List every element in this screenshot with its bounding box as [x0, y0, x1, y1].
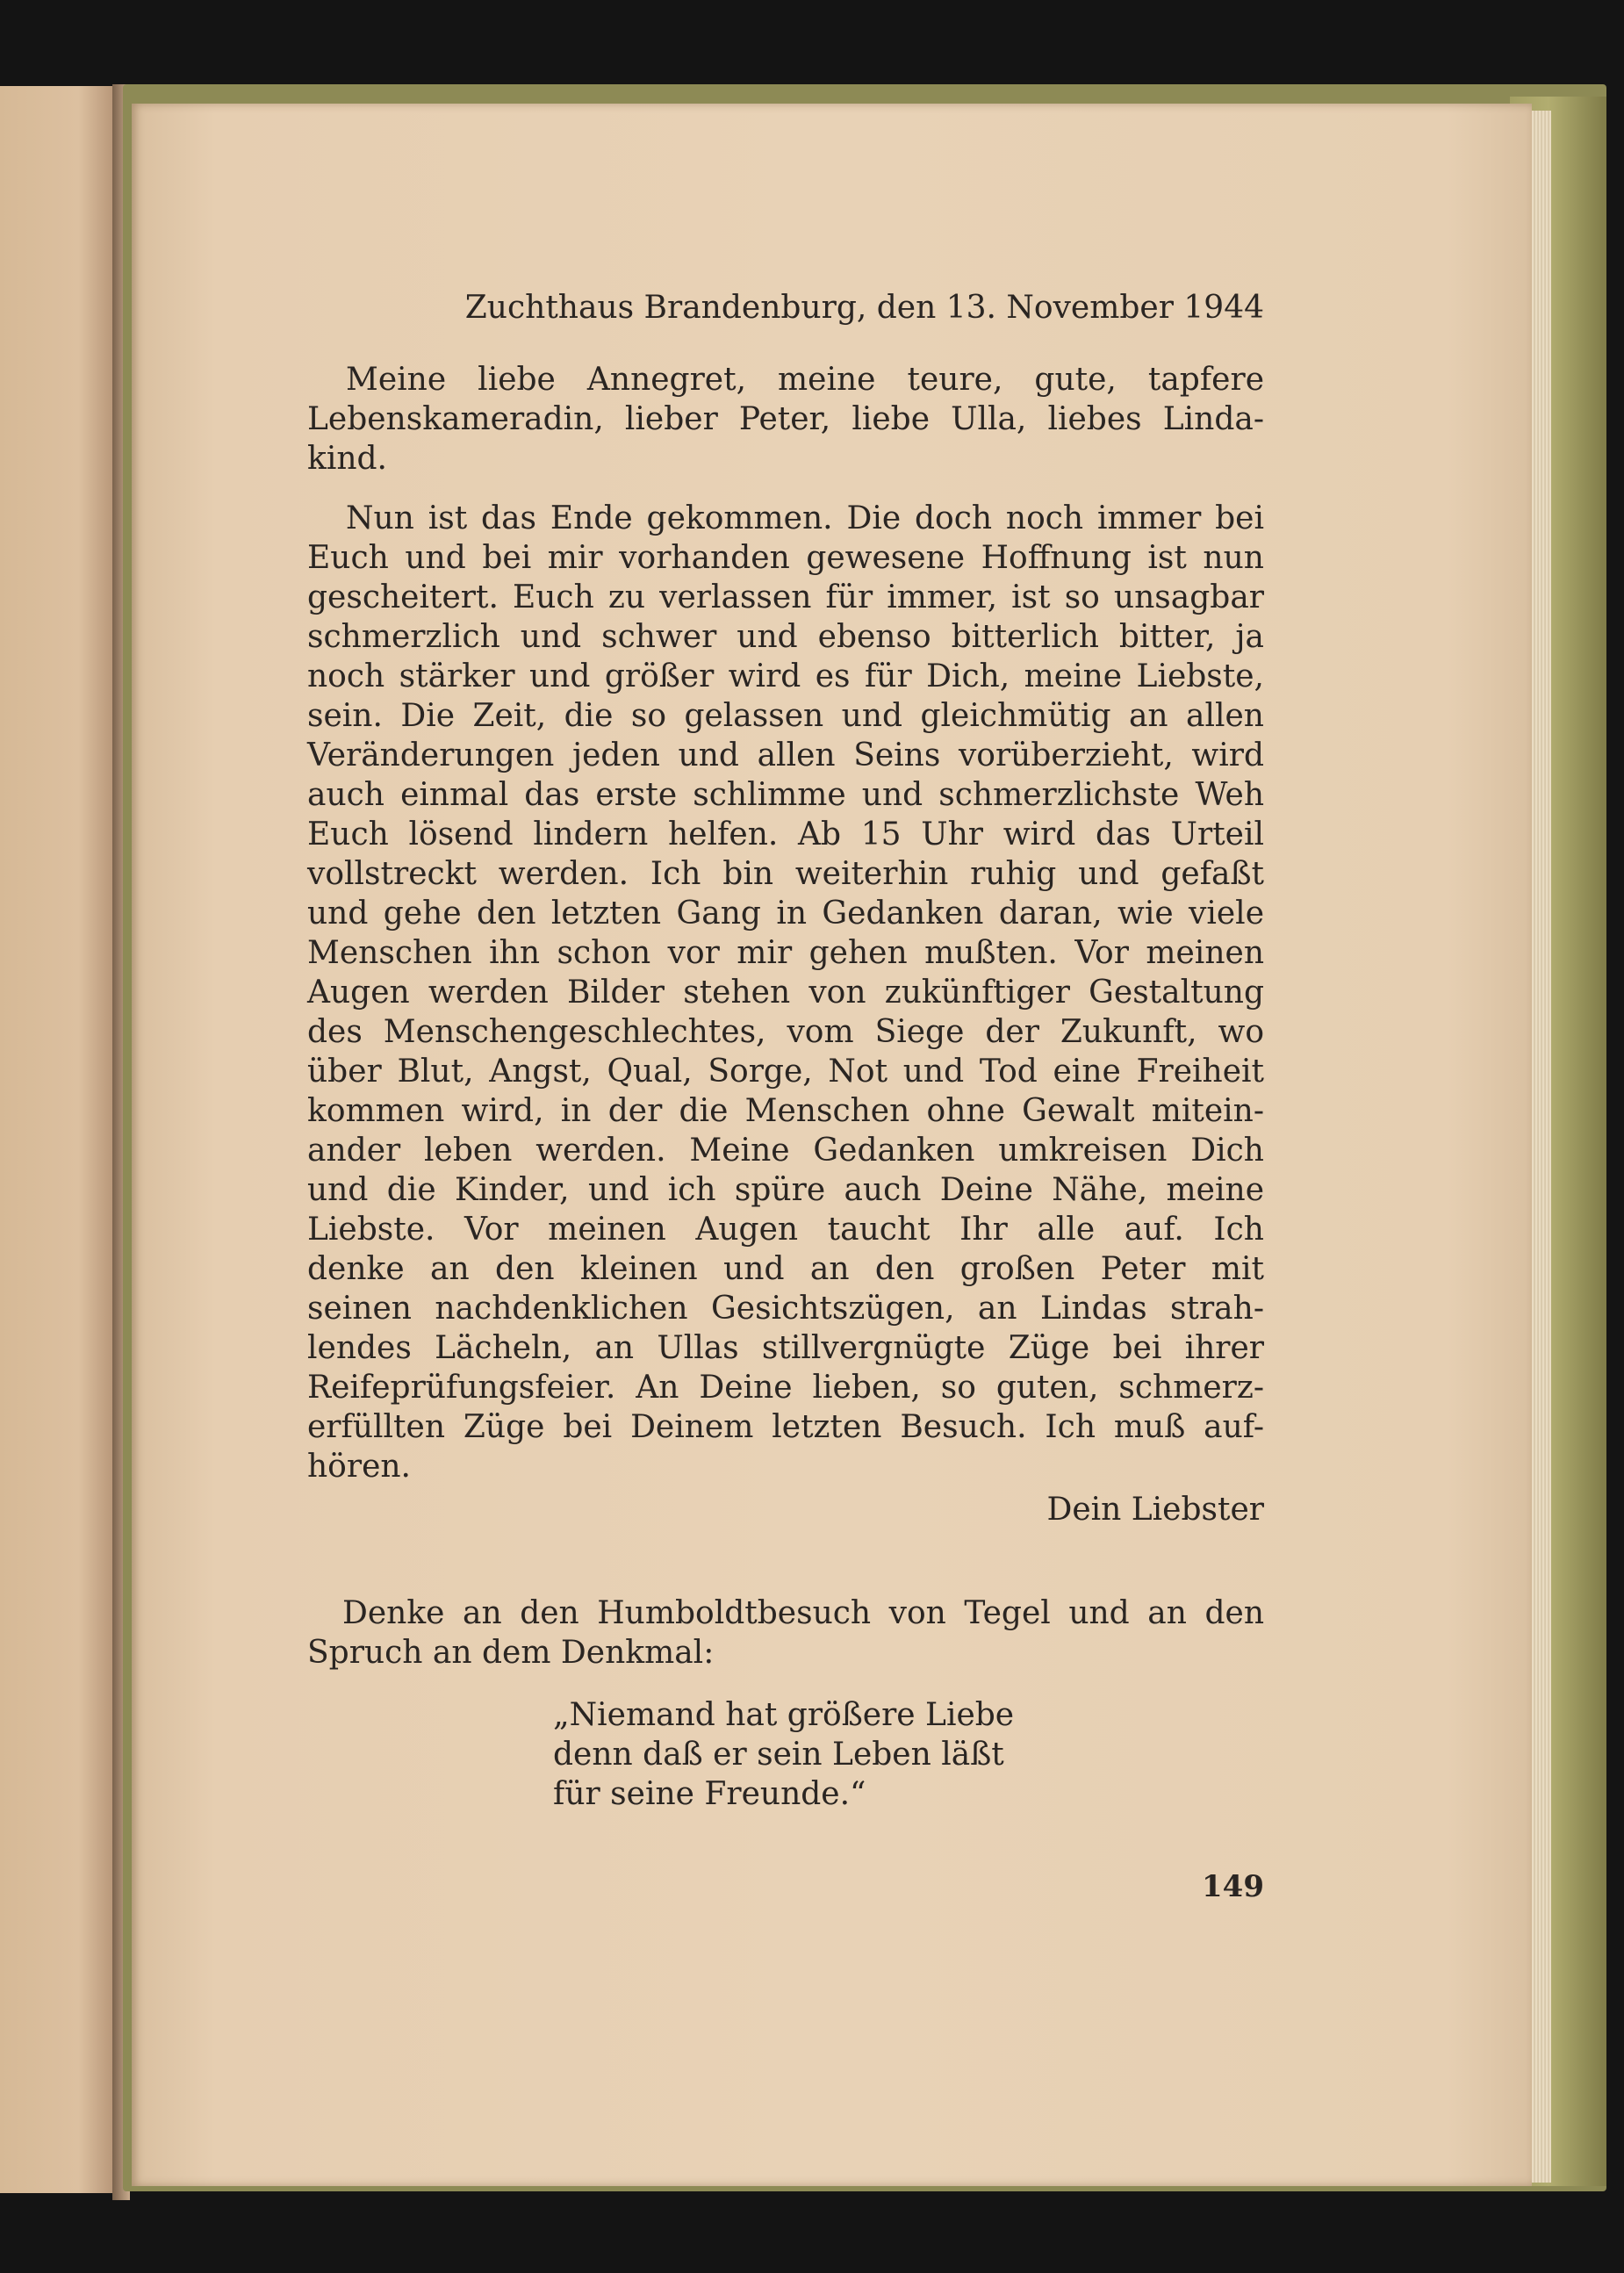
text-line: Menschen ihn schon vor mir gehen mußten. Vor meinen — [307, 935, 1264, 971]
salutation-paragraph — [307, 360, 1264, 478]
postscript-paragraph — [307, 1593, 1264, 1672]
text-line: erfüllten Züge bei Deinem letzten Besuch. Ich muß auf- — [307, 1409, 1264, 1445]
text-line: kommen wird, in der die Menschen ohne Gewalt mitein- — [307, 1093, 1264, 1129]
text-line: und die Kinder, und ich spüre auch Deine Nähe, meine — [307, 1172, 1264, 1208]
text-line: ander leben werden. Meine Gedanken umkreisen Dich — [307, 1133, 1264, 1169]
text-line: denke an den kleinen und an den großen Peter mit — [307, 1251, 1264, 1287]
text-line: Veränderungen jeden und allen Seins vorüberzieht, wird — [307, 737, 1264, 773]
text-line: Euch und bei mir vorhanden gewesene Hoffnung ist nun — [307, 540, 1264, 576]
body-paragraph — [307, 499, 1264, 1486]
text-line: lendes Lächeln, an Ullas stillvergnügte Züge bei ihrer — [307, 1330, 1264, 1366]
letter-heading: Zuchthaus Brandenburg, den 13. November 1944 — [464, 290, 1264, 326]
text-line: sein. Die Zeit, die so gelassen und gleichmütig an allen — [307, 698, 1264, 734]
left-page-edge — [0, 86, 115, 2193]
quote-line: für seine Freunde.“ — [553, 1776, 866, 1812]
text-line: hören. — [307, 1449, 412, 1485]
text-line: auch einmal das erste schlimme und schmerzlichste Weh — [307, 777, 1264, 813]
text-line: vollstreckt werden. Ich bin weiterhin ruhig und gefaßt — [307, 856, 1264, 892]
text-line: Liebste. Vor meinen Augen taucht Ihr alle auf. Ich — [307, 1212, 1264, 1248]
text-line: über Blut, Angst, Qual, Sorge, Not und Tod eine Freiheit — [307, 1054, 1264, 1090]
text-line: Reifeprüfungsfeier. An Deine lieben, so guten, schmerz- — [307, 1370, 1264, 1406]
text-line: und gehe den letzten Gang in Gedanken daran, wie viele — [307, 896, 1264, 931]
text-line: noch stärker und größer wird es für Dich, meine Liebste, — [307, 658, 1264, 694]
text-line: Lebenskameradin, lieber Peter, liebe Ulla, liebes Linda- — [307, 401, 1264, 437]
letter-signature: Dein Liebster — [1046, 1492, 1264, 1528]
quote-line: denn daß er sein Leben läßt — [553, 1737, 1004, 1773]
text-line: kind. — [307, 441, 388, 477]
page-stack-edge — [1532, 111, 1551, 2183]
text-line: schmerzlich und schwer und ebenso bitterlich bitter, ja — [307, 619, 1264, 655]
text-line: Nun ist das Ende gekommen. Die doch noch immer bei — [346, 500, 1264, 536]
text-line: Augen werden Bilder stehen von zukünftiger Gestaltung — [307, 975, 1264, 1011]
page-number: 149 — [1202, 1869, 1264, 1904]
text-line: des Menschengeschlechtes, vom Siege der Zukunft, wo — [307, 1014, 1264, 1050]
quote-line: „Niemand hat größere Liebe — [553, 1697, 1015, 1733]
text-line: Denke an den Humboldtbesuch von Tegel und an den — [342, 1595, 1264, 1631]
text-line: seinen nachdenklichen Gesichtszügen, an Lindas strah- — [307, 1291, 1264, 1327]
text-line: gescheitert. Euch zu verlassen für immer, ist so unsagbar — [307, 579, 1264, 615]
memorial-quote — [553, 1695, 1080, 1814]
text-line: Spruch an dem Denkmal: — [307, 1635, 715, 1671]
text-line: Euch lösend lindern helfen. Ab 15 Uhr wird das Urteil — [307, 816, 1264, 852]
text-line: Meine liebe Annegret, meine teure, gute, tapfere — [346, 362, 1264, 398]
